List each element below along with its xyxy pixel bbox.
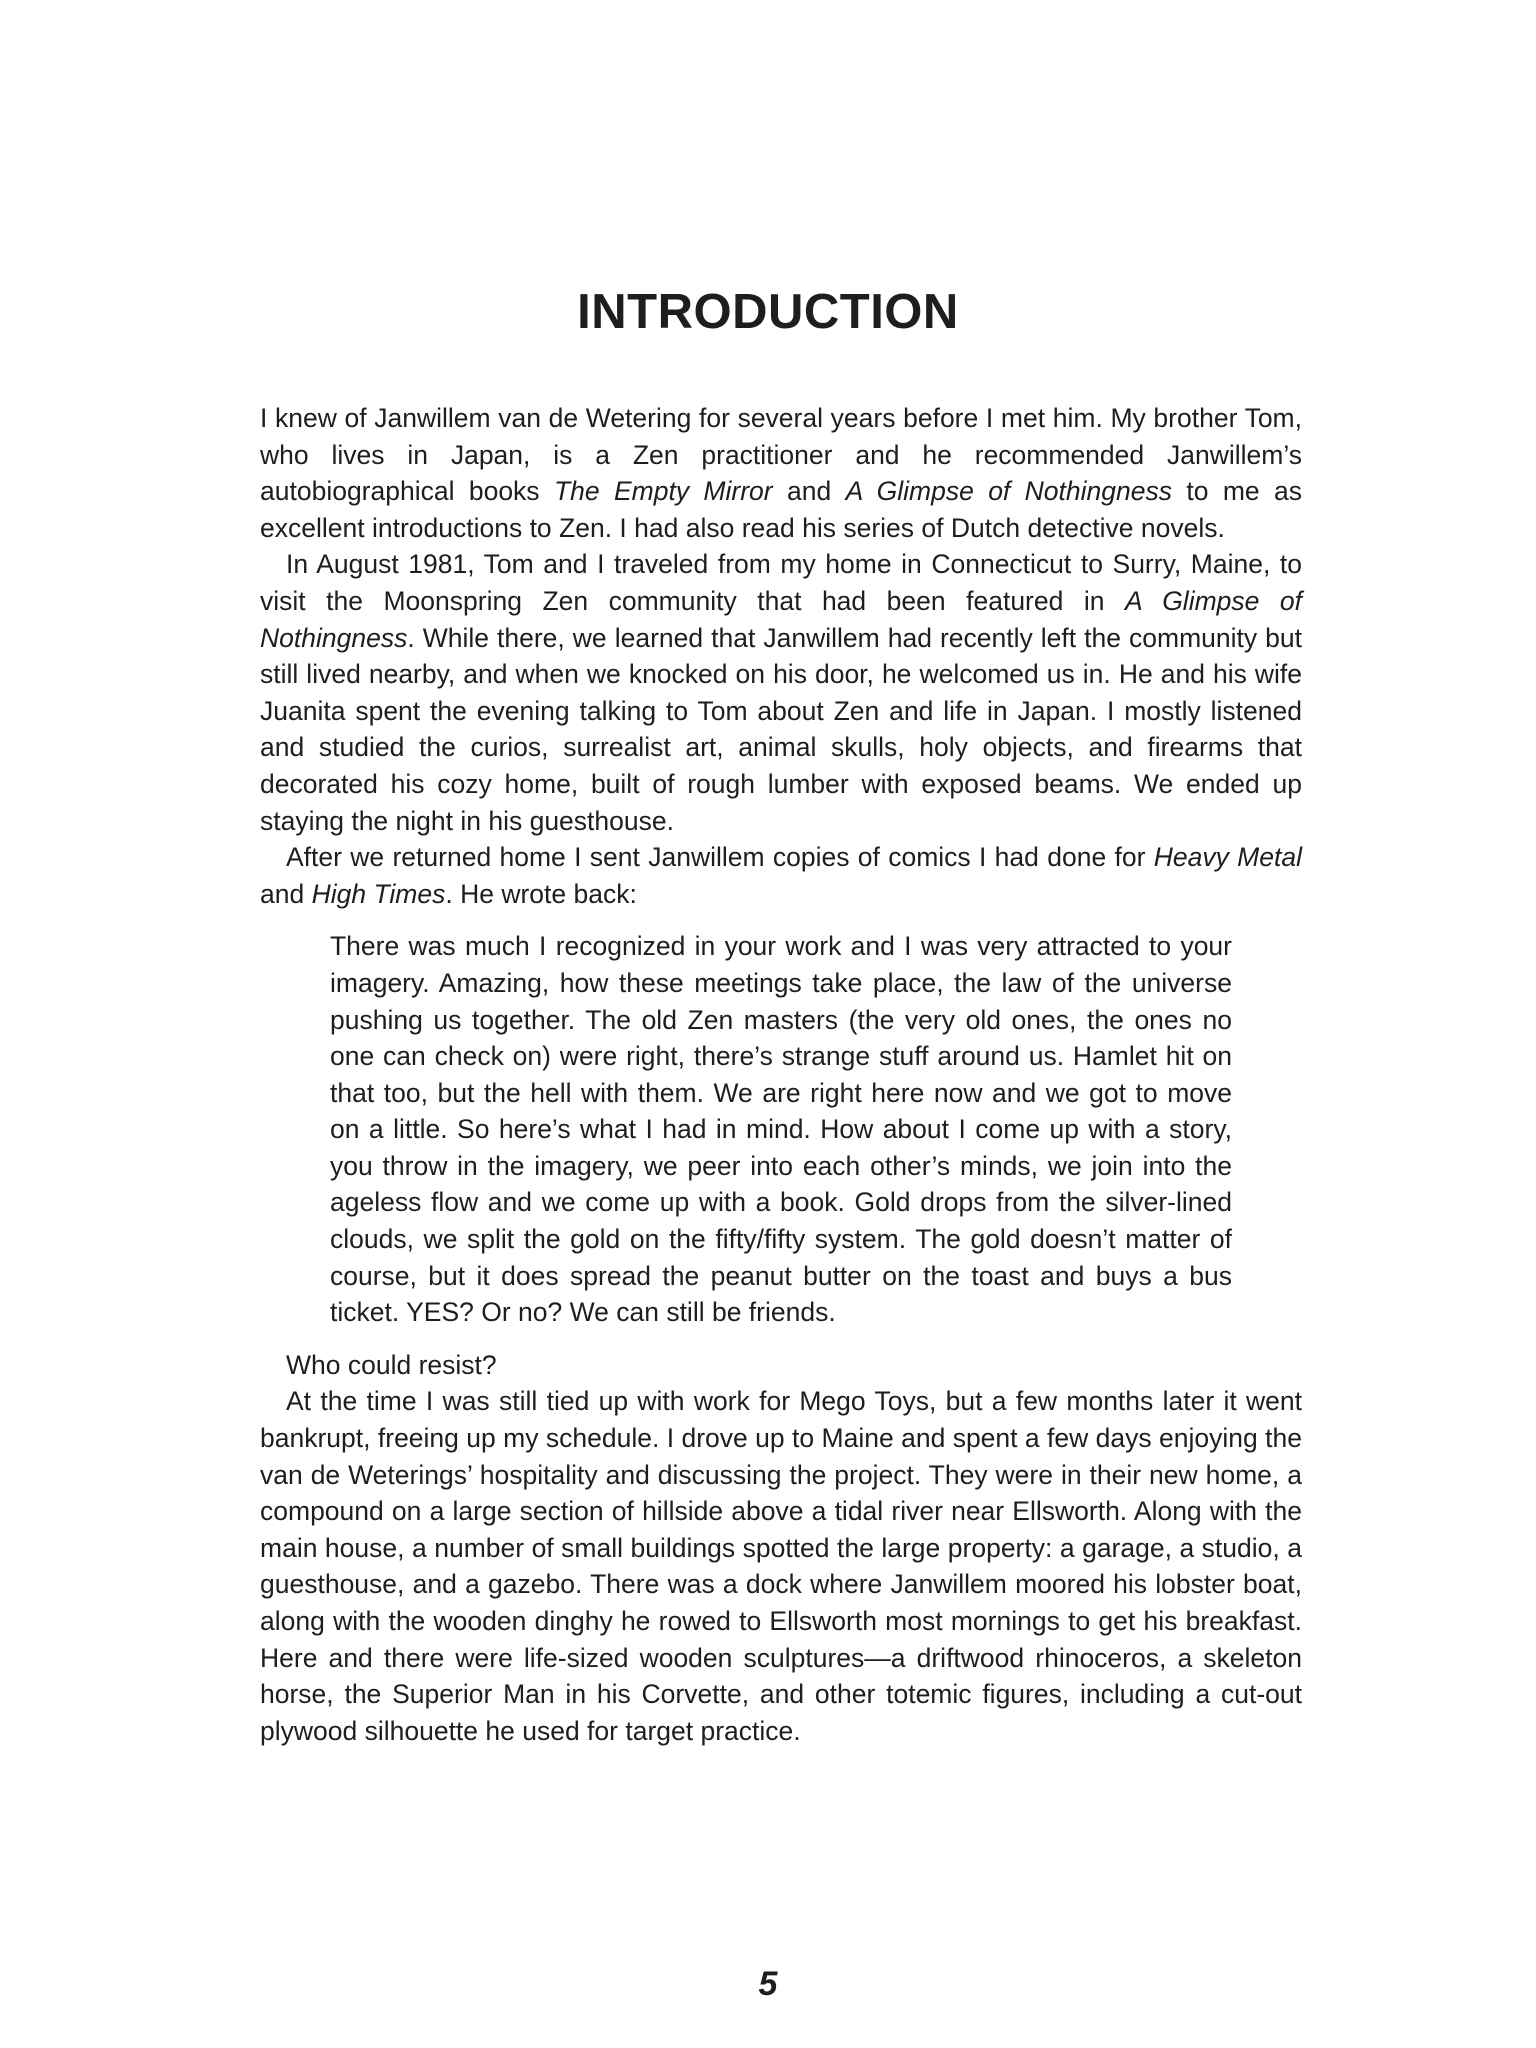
paragraph-5: At the time I was still tied up with work for Mego Toys, but a few months later it went bankrupt, freeing up my schedule. I drove up to Maine and spent a few days enjoying the van de Weterings’ hospitality and discussing the project. They were in their new home, a compound on a large section of hillside above a tidal river near Ellsworth. Along with the main house, a number of small buildings spotted the large property: a garage, a studio, a guesthouse, and a gazebo. There was a dock where Janwillem moored his lobster boat, along with the wooden dinghy he rowed to Ellsworth most mornings to get his breakfast. Here and there were life-sized wooden sculptures—a driftwood rhinoceros, a skeleton horse, the Superior Man in his Corvette, and other totemic figures, including a cut-out plywood silhouette he used for target practice. xyxy=(260,1386,1302,1746)
page-number: 5 xyxy=(758,1965,778,2003)
magazine-title-heavy-metal: Heavy Metal xyxy=(1153,842,1302,873)
paragraph-3-text-1: After we returned home I sent Janwillem copies of comics I had done for xyxy=(286,842,1154,873)
paragraph-3-text-2: and xyxy=(260,878,312,909)
block-quote: There was much I recognized in your work and I was very attracted to your imagery. Amazing, how these meetings take place, the law of the universe pushing us together. The old Zen masters (the very old ones, the ones no one can check on) were right, there’s strange stuff around us. Hamlet hit on that too, but the hell with them. We are right here now and we got to move on a little. So here’s what I had in mind. How about I come up with a story, you throw in the imagery, we peer into each other’s minds, we join into the ageless flow and we come up with a book. Gold drops from the silver-lined clouds, we split the gold on the fifty/fifty system. The gold doesn’t matter of course, but it does spread the peanut butter on the toast and buys a bus ticket. YES? Or no? We can still be friends. xyxy=(330,931,1232,1328)
paragraph-2-text-2: . While there, we learned that Janwillem had recently left the community but still lived nearby, and when we knocked on his door, he welcomed us in. He and his wife Juanita spent the evening talking to Tom about Zen and life in Japan. I mostly listened and studied the curios, surrealist art, animal skulls, holy objects, and firearms that decorated his cozy home, built of rough lumber with exposed beams. We ended up staying the night in his guesthouse. xyxy=(260,622,1302,836)
paragraph-3 xyxy=(260,839,1302,912)
book-title-empty-mirror: The Empty Mirror xyxy=(553,476,773,507)
paragraph-2 xyxy=(260,546,1302,839)
paragraph-2-text-1: In August 1981, Tom and I traveled from my home in Connecticut to Surry, Maine, to visit the Moonspring Zen community that had been featured in xyxy=(260,549,1302,616)
magazine-title-high-times: High Times xyxy=(311,878,446,909)
paragraph-1-text-3: to me as excellent introductions to Zen. I had also read his series of Dutch detective novels. xyxy=(260,476,1302,543)
paragraph-3-text-3: . He wrote back: xyxy=(445,878,637,909)
page-title: INTRODUCTION xyxy=(577,285,959,339)
body-text xyxy=(260,400,1302,1749)
paragraph-4: Who could resist? xyxy=(286,1349,497,1380)
paragraph-1-text-2: and xyxy=(772,476,846,507)
book-title-glimpse-of-nothingness: A Glimpse of Nothingness xyxy=(845,476,1172,507)
book-title-glimpse-of-nothingness-2: A Glimpse of Nothingness xyxy=(260,585,1302,653)
paragraph-1 xyxy=(260,400,1302,546)
paragraph-1-text-1: I knew of Janwillem van de Wetering for several years before I met him. My brother Tom, who lives in Japan, is a Zen practitioner and he recommended Janwillem’s autobiographical books xyxy=(260,403,1302,507)
